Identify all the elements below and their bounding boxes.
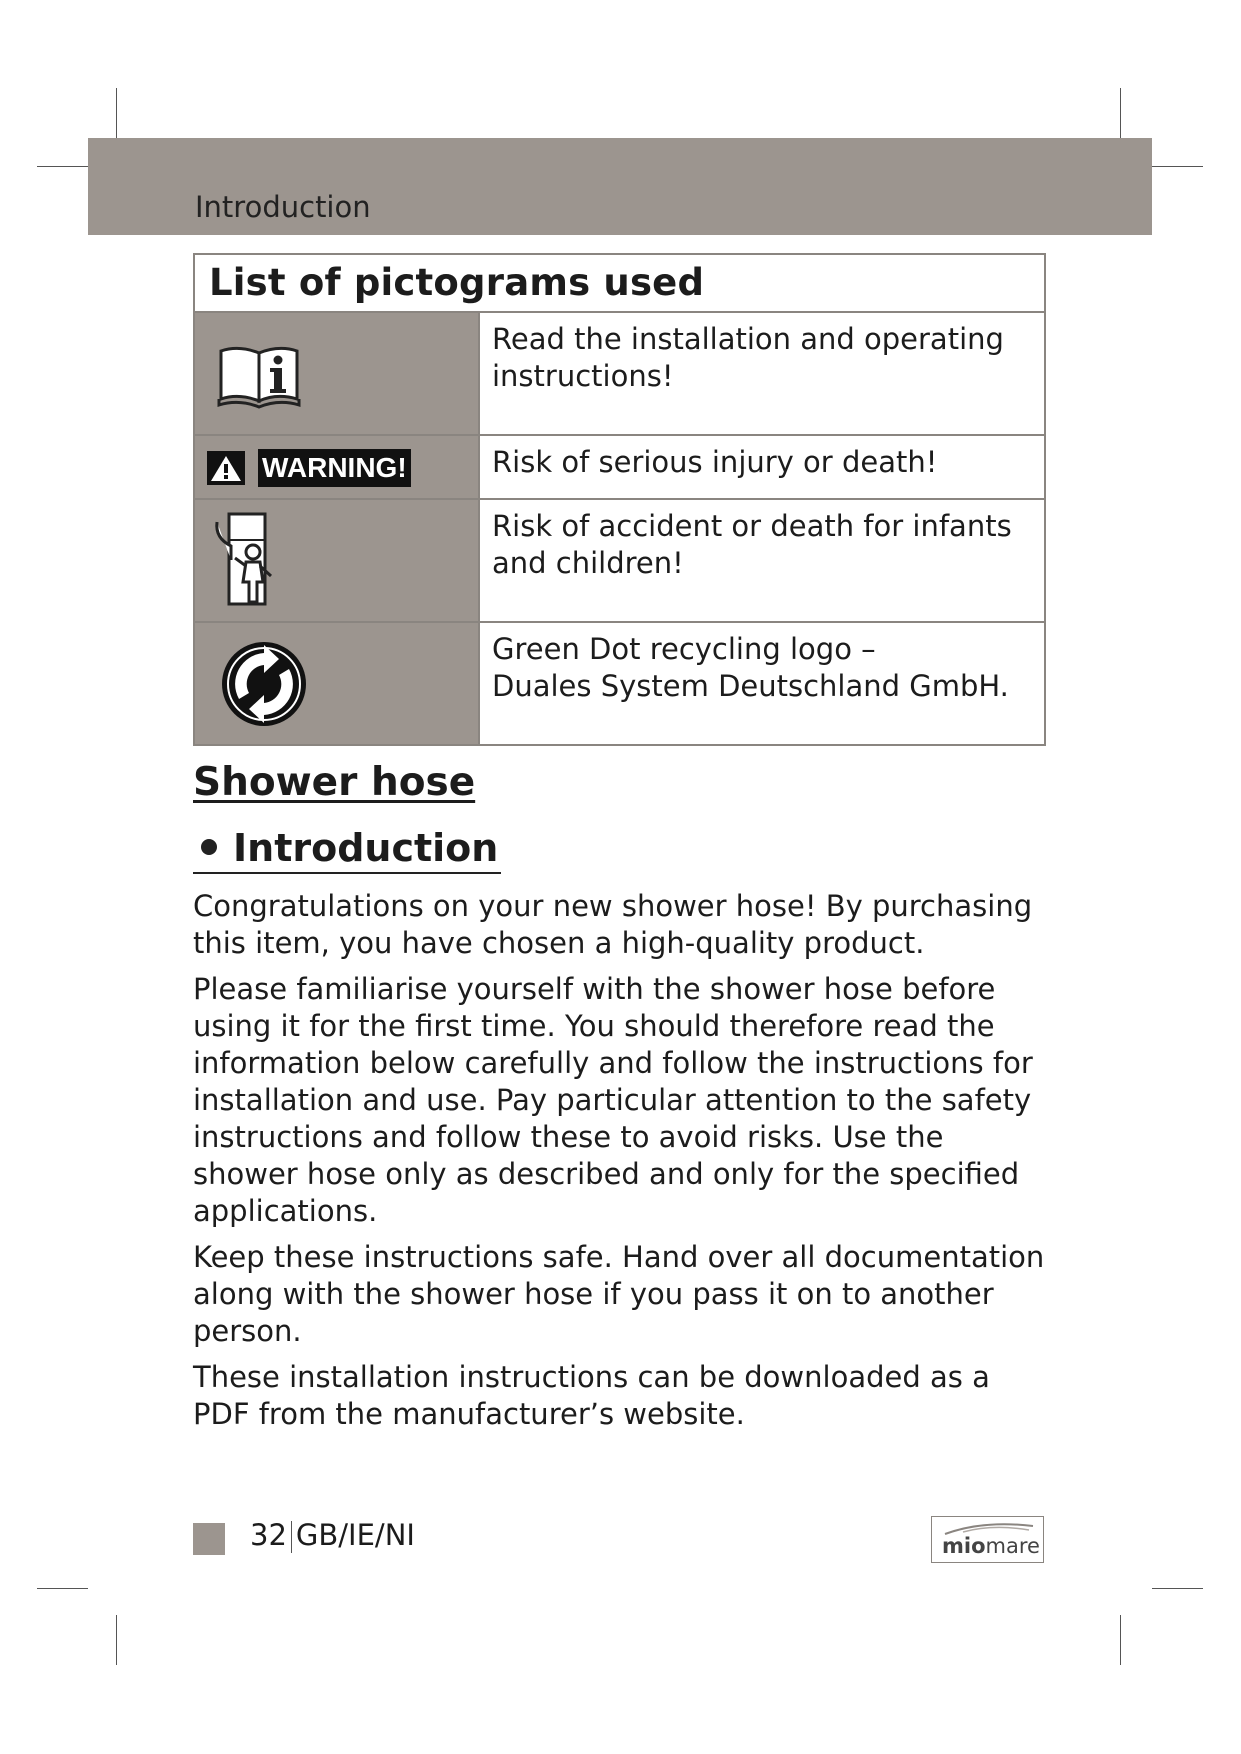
brand-name-bold: mio xyxy=(942,1534,986,1558)
body-text xyxy=(193,888,1053,1442)
pictogram-icon-cell xyxy=(195,623,480,744)
subsection-heading-text: Introduction xyxy=(233,826,499,870)
pictogram-row xyxy=(195,500,1044,623)
green-dot-icon xyxy=(219,639,309,729)
pictogram-description xyxy=(480,623,1044,744)
paragraph: These installation instructions can be downloaded as a PDF from the manufacturer’s website. xyxy=(193,1360,990,1431)
pictogram-icon-cell xyxy=(195,500,480,621)
paragraph: Please familiarise yourself with the shower hose before using it for the first time. You should therefore read the information below carefully and follow the instructions for installation and use. Pay particular attention to the safety instructions and follow these to avoid risks. Use the shower hose only as described and only for the specified applications. xyxy=(193,972,1033,1228)
pictogram-row xyxy=(195,436,1044,500)
warning-label xyxy=(258,449,411,487)
page-number: 32 xyxy=(250,1518,287,1552)
brand-name xyxy=(942,1534,1040,1558)
child-safety-icon xyxy=(211,510,281,610)
brand-name-light: mare xyxy=(985,1534,1040,1558)
brand-logo xyxy=(931,1516,1044,1563)
pictogram-table xyxy=(193,253,1046,746)
crop-mark xyxy=(37,166,88,167)
crop-mark xyxy=(1152,1588,1203,1589)
footer-marker xyxy=(193,1523,225,1555)
crop-mark xyxy=(1152,166,1203,167)
bullet-icon xyxy=(201,839,217,855)
pictogram-description: Read the installation and operating instructions! xyxy=(492,322,1004,393)
pictogram-row xyxy=(195,623,1044,744)
info-manual-icon xyxy=(217,341,307,411)
header-band xyxy=(88,138,1152,235)
pictogram-description: Risk of serious injury or death! xyxy=(492,445,938,479)
pictogram-icon-cell xyxy=(195,313,480,434)
header-section-title: Introduction xyxy=(195,190,371,224)
warning-triangle-icon xyxy=(207,451,245,485)
crop-mark xyxy=(1120,1615,1121,1665)
pictogram-table-title: List of pictograms used xyxy=(195,255,1044,313)
crop-mark xyxy=(116,1615,117,1665)
crop-mark xyxy=(1120,88,1121,138)
pictogram-description-line: Green Dot recycling logo – xyxy=(492,632,876,666)
crop-mark xyxy=(37,1588,88,1589)
pictogram-description: Risk of accident or death for infants and children! xyxy=(492,509,1012,580)
pictogram-icon-cell xyxy=(195,436,480,498)
footer-separator xyxy=(291,1521,292,1553)
paragraph: Congratulations on your new shower hose! By purchasing this item, you have chosen a high-quality product. xyxy=(193,889,1033,960)
section-heading: Shower hose xyxy=(193,760,476,805)
pictogram-description-line: Duales System Deutschland GmbH. xyxy=(492,669,1009,703)
paragraph: Keep these instructions safe. Hand over all documentation along with the shower hose if you pass it on to another person. xyxy=(193,1240,1045,1348)
locale-code: GB/IE/NI xyxy=(295,1518,415,1552)
warning-label-text: WARNING! xyxy=(262,452,407,483)
subsection-heading xyxy=(193,826,501,874)
footer-page-info xyxy=(250,1518,415,1553)
crop-mark xyxy=(116,88,117,138)
pictogram-row xyxy=(195,313,1044,436)
